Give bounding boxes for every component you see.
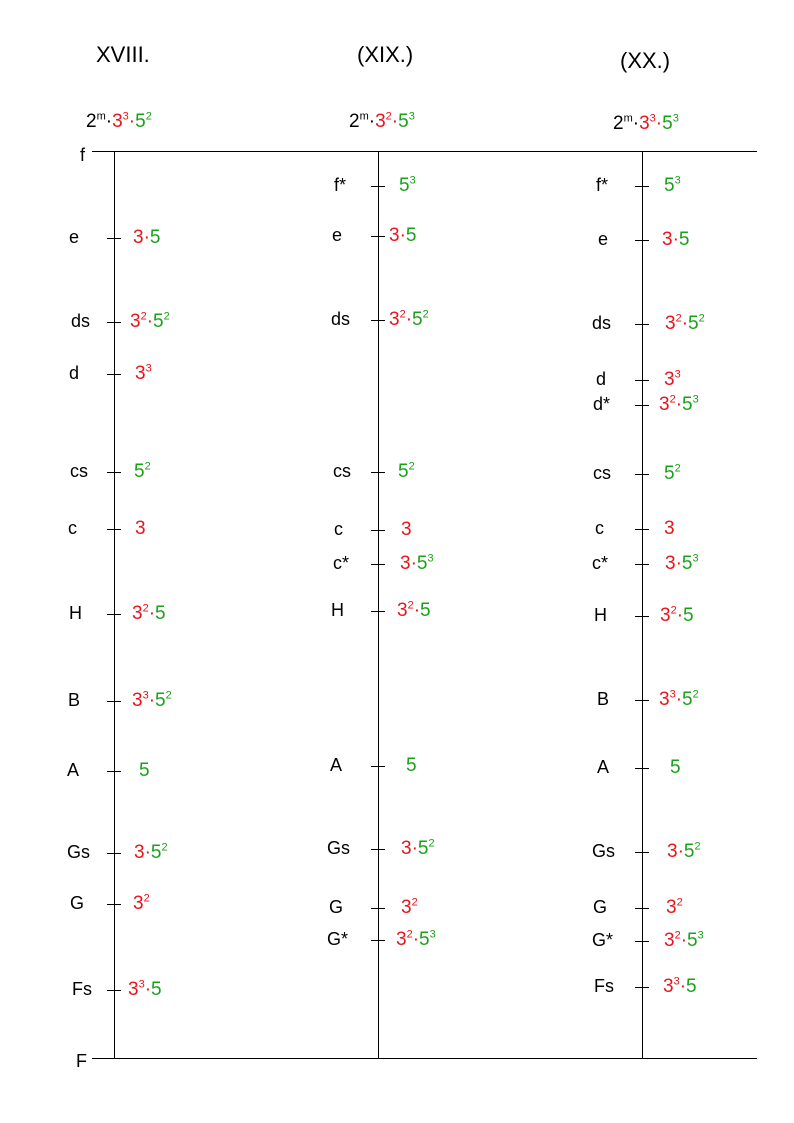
note-tick [107,238,121,239]
note-ratio: $5^3$ [399,174,416,196]
note-label: f* [596,175,609,195]
note-tick [635,529,649,530]
note-ratio: $3\cdot 5^2$ [401,837,435,859]
note-tick [107,904,121,905]
note-ratio: $3^3\cdot 5^2$ [659,688,699,710]
note-label: H [69,603,82,623]
note-ratio: $5^2$ [398,460,415,482]
note-ratio: $3^2\cdot 5$ [660,604,694,626]
note-label: Gs [327,838,351,858]
note-tick [635,852,649,853]
note-label: Gs [67,842,91,862]
note-ratio: $3^2\cdot 5^3$ [396,928,436,950]
note-tick [635,700,649,701]
note-tick [635,941,649,942]
note-tick [371,472,385,473]
note-label: f* [334,175,347,195]
note-ratio: $3^2\cdot 5^3$ [664,929,704,951]
note-label: A [67,760,80,780]
note-tick [107,990,121,991]
note-label: e [598,229,609,249]
note-tick [635,324,649,325]
note-ratio: $3^2\cdot 5^2$ [665,312,705,334]
note-tick [371,849,385,850]
note-ratio: 3 [664,518,675,539]
note-label: e [69,227,80,247]
note-ratio: $5^2$ [664,462,681,484]
note-tick [635,564,649,565]
note-label: c [334,519,343,539]
note-tick [635,474,649,475]
note-tick [107,472,121,473]
note-tick [371,530,385,531]
note-ratio: $3^2$ [666,896,683,918]
note-tick [635,186,649,187]
note-tick [107,374,121,375]
note-ratio: $3^3$ [135,362,152,384]
note-label: A [597,757,610,777]
note-ratio: $3^2$ [133,892,150,914]
column-formula: $2^m\cdot 3^2\cdot 5^3$ [349,110,415,132]
note-ratio: 3 [135,518,146,539]
note-ratio: 3·5 [389,225,417,246]
note-label: d* [593,394,611,414]
note-ratio: 5 [406,755,417,776]
note-ratio: $3^3\cdot 5$ [128,978,162,1000]
note-tick [635,240,649,241]
note-tick [635,987,649,988]
note-ratio: $3^3\cdot 5^2$ [132,689,172,711]
bottom-frame-line [92,1058,757,1059]
note-ratio: $3\cdot 5^2$ [134,841,168,863]
note-label: G* [327,929,349,949]
note-label: e [332,225,343,245]
note-label: A [330,755,343,775]
note-tick [107,853,121,854]
note-tick [107,529,121,530]
note-tick [635,380,649,381]
note-label: H [331,600,344,620]
note-tick [635,405,649,406]
note-label: B [68,690,81,710]
column-title: XVIII. [96,42,150,67]
note-ratio: $3^3\cdot 5$ [663,975,697,997]
note-tick [371,564,385,565]
note-ratio: 5 [139,760,150,781]
note-label: Gs [592,841,616,861]
note-tick [371,186,385,187]
note-tick [371,940,385,941]
column-axis [114,151,115,1058]
note-label: c [68,518,77,538]
note-tick [107,701,121,702]
frame-bottom-label: F [76,1051,87,1071]
note-label: c [595,518,604,538]
note-ratio: $3^2\cdot 5^2$ [389,308,429,330]
note-label: Fs [594,976,614,996]
note-label: Fs [72,979,92,999]
note-ratio: 3·5 [662,229,690,250]
note-tick [635,768,649,769]
column-axis [378,151,379,1058]
note-tick [635,908,649,909]
note-ratio: $5^2$ [134,460,151,482]
column-formula: $2^m\cdot 3^3\cdot 5^3$ [613,112,679,134]
note-ratio: $3^2\cdot 5^2$ [130,310,170,332]
note-ratio: 3·5 [133,227,161,248]
note-ratio: $3^2$ [401,896,418,918]
note-tick [107,322,121,323]
note-label: ds [71,311,91,331]
note-ratio: $3^2\cdot 5$ [397,599,431,621]
note-label: d [69,363,80,383]
note-label: B [597,689,610,709]
column-formula: $2^m\cdot 3^3\cdot 5^2$ [86,110,152,132]
note-tick [107,771,121,772]
note-label: ds [592,313,612,333]
note-label: cs [70,461,88,481]
note-tick [371,320,385,321]
note-tick [371,766,385,767]
note-ratio: 5 [670,757,681,778]
column-axis [642,151,643,1058]
note-label: G [593,897,608,917]
note-label: ds [331,309,351,329]
note-label: d [596,369,607,389]
note-tick [371,236,385,237]
note-ratio: $3\cdot 5^3$ [400,552,434,574]
note-ratio: $3\cdot 5^2$ [667,840,701,862]
note-label: cs [593,463,611,483]
note-ratio: $3^2\cdot 5$ [132,602,166,624]
note-ratio: $3^2\cdot 5^3$ [659,393,699,415]
top-frame-line [92,151,757,152]
note-ratio: 3 [401,519,412,540]
note-label: cs [333,461,351,481]
note-ratio: $5^3$ [664,174,681,196]
note-tick [635,616,649,617]
note-label: c* [333,553,350,573]
column-title: (XIX.) [357,42,414,67]
note-tick [371,908,385,909]
note-label: G [329,897,344,917]
note-label: H [594,605,607,625]
note-tick [107,614,121,615]
note-label: c* [592,553,609,573]
column-title: (XX.) [620,48,671,73]
frame-top-label: f [80,145,86,165]
note-label: G* [592,930,614,950]
note-ratio: $3^3$ [664,368,681,390]
note-ratio: $3\cdot 5^3$ [665,552,699,574]
note-tick [371,611,385,612]
note-label: G [70,893,85,913]
